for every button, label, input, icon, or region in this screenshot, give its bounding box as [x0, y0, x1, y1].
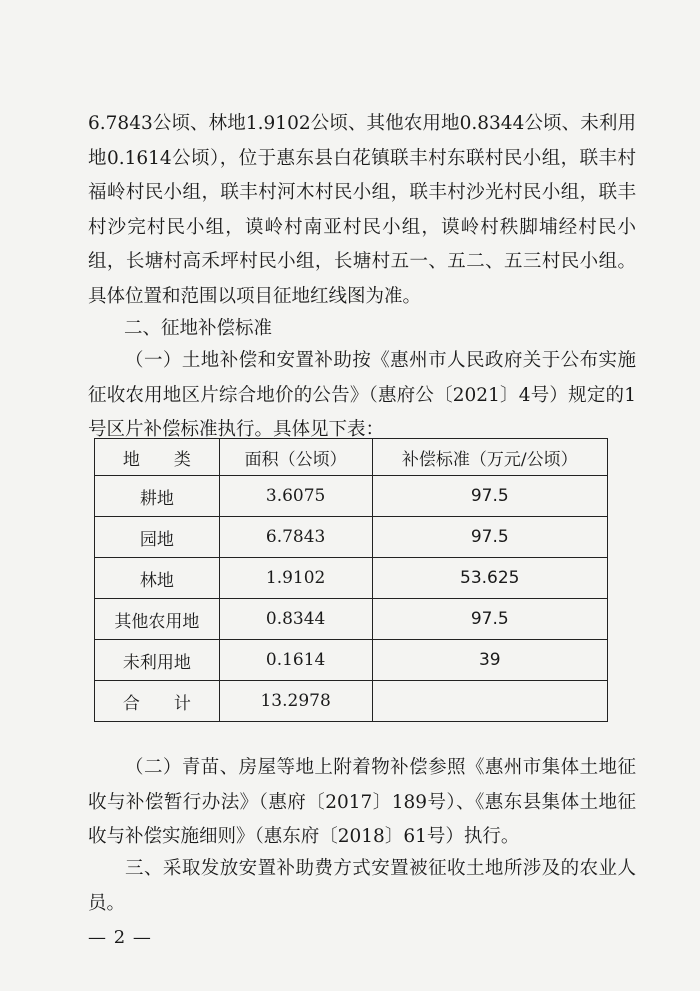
table-row — [95, 517, 608, 558]
land-type-cell: 未利用地 — [95, 640, 220, 681]
land-type-cell: 其他农用地 — [95, 599, 220, 640]
table-row — [95, 599, 608, 640]
attachment-compensation-paragraph: （二）青苗、房屋等地上附着物补偿参照《惠州市集体土地征收与补偿暂行办法》（惠府〔2017〕189号）、《惠东县集体土地征收与补偿实施细则》（惠东府〔2018〕61号）执行。 — [88, 757, 636, 847]
table-row — [95, 476, 608, 517]
header-standard: 补偿标准（万元/公顷） — [372, 439, 607, 476]
standard-cell: 97.5 — [372, 476, 607, 517]
area-cell: 6.7843 — [219, 517, 372, 558]
header-land-type: 地 类 — [95, 439, 220, 476]
standard-cell: 39 — [372, 640, 607, 681]
compensation-table — [94, 438, 608, 722]
area-cell: 0.1614 — [219, 640, 372, 681]
area-cell: 3.6075 — [219, 476, 372, 517]
resettlement-paragraph: 三、采取发放安置补助费方式安置被征收土地所涉及的农业人员。 — [88, 858, 636, 914]
section-heading-compensation: 二、征地补偿标准 — [124, 318, 273, 339]
standard-cell: 53.625 — [372, 558, 607, 599]
land-compensation-paragraph: （一）土地补偿和安置补助按《惠州市人民政府关于公布实施征收农用地区片综合地价的公告》（惠府公〔2021〕4号）规定的1号区片补偿标准执行。具体见下表： — [88, 350, 636, 440]
header-area: 面积（公顷） — [219, 439, 372, 476]
land-type-cell: 园地 — [95, 517, 220, 558]
standard-cell: 97.5 — [372, 517, 607, 558]
table-row — [95, 640, 608, 681]
land-location-paragraph: 6.7843公顷、林地1.9102公顷、其他农用地0.8344公顷、未利用地0.1614公顷），位于惠东县白花镇联丰村东联村民小组，联丰村福岭村民小组，联丰村河木村民小组，联丰村沙光村民小组，联丰村沙完村民小组，谟岭村南亚村民小组，谟岭村秩脚埔经村民小组，长塘村高禾坪村民小组，长塘村五一、五二、五三村民小组。具体位置和范围以项目征地红线图为准。 — [88, 113, 636, 307]
area-cell: 0.8344 — [219, 599, 372, 640]
land-type-cell: 林地 — [95, 558, 220, 599]
total-standard-cell — [372, 681, 607, 722]
table-row — [95, 558, 608, 599]
total-area-cell: 13.2978 — [219, 681, 372, 722]
page-number: — 2 — — [88, 927, 152, 948]
land-type-cell: 耕地 — [95, 476, 220, 517]
area-cell: 1.9102 — [219, 558, 372, 599]
table-total-row — [95, 681, 608, 722]
total-label-cell: 合 计 — [95, 681, 220, 722]
standard-cell: 97.5 — [372, 599, 607, 640]
table-header-row — [95, 439, 608, 476]
